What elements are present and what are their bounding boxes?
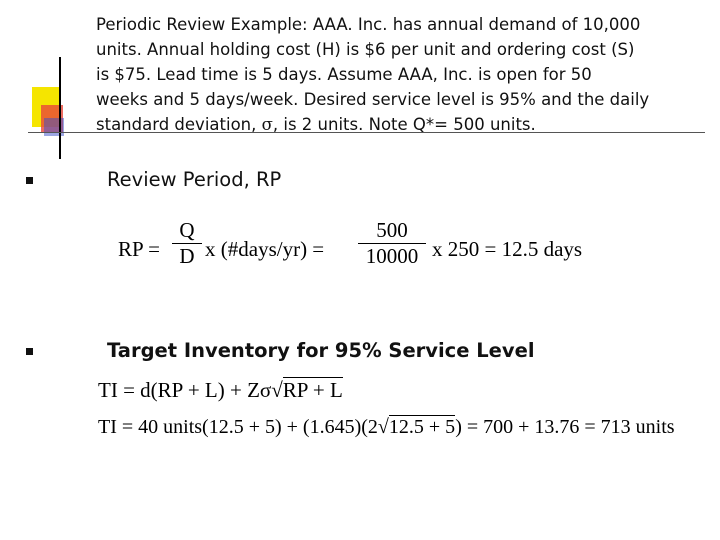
rp-formula-lhs: RP =	[118, 237, 160, 261]
radicand: RP + L	[282, 378, 343, 402]
radical-sign: √	[377, 416, 389, 438]
rp-formula-middle: x (#days/yr) =	[205, 237, 325, 261]
title-line: is $75. Lead time is 5 days. Assume AAA, Inc. is open for 50	[96, 65, 592, 84]
radicand: 12.5 + 5	[388, 416, 456, 438]
ti-formula-symbolic	[98, 378, 343, 403]
sigma-symbol: σ	[261, 115, 273, 134]
fraction-q-over-d	[172, 218, 202, 269]
bullet-review-period: Review Period, RP	[107, 168, 282, 191]
radical-sign: √	[271, 378, 283, 402]
bullet-target-inventory: Target Inventory for 95% Service Level	[107, 339, 535, 362]
ti-formula-text: TI = d(RP + L) + Zσ	[98, 378, 272, 402]
decorative-blue-square	[44, 118, 64, 136]
fraction-denominator: 10000	[365, 244, 419, 268]
slide-title	[96, 12, 706, 137]
title-line-text: standard deviation,	[96, 115, 262, 134]
bullet-marker	[26, 177, 33, 184]
ti-formula-text: ) = 700 + 13.76 = 713 units	[455, 416, 675, 438]
title-line: Periodic Review Example: AAA. Inc. has annual demand of 10,000	[96, 15, 641, 34]
fraction-numerator: 500	[376, 218, 408, 242]
title-line-text: , is 2 units. Note Q*= 500 units.	[272, 115, 536, 134]
title-line: units. Annual holding cost (H) is $6 per unit and ordering cost (S)	[96, 40, 635, 59]
ti-formula-text: TI = 40 units(12.5 + 5) + (1.645)(2	[98, 416, 378, 438]
title-line	[96, 112, 706, 137]
bullet-marker	[26, 348, 33, 355]
rp-formula-tail: x 250 = 12.5 days	[432, 237, 583, 261]
decorative-vertical-line	[59, 57, 61, 159]
fraction-denominator: D	[179, 244, 195, 268]
title-line: weeks and 5 days/week. Desired service level is 95% and the daily	[96, 90, 650, 109]
ti-formula-numeric	[98, 416, 675, 439]
fraction-500-over-10000	[358, 218, 426, 269]
fraction-numerator: Q	[179, 218, 195, 242]
